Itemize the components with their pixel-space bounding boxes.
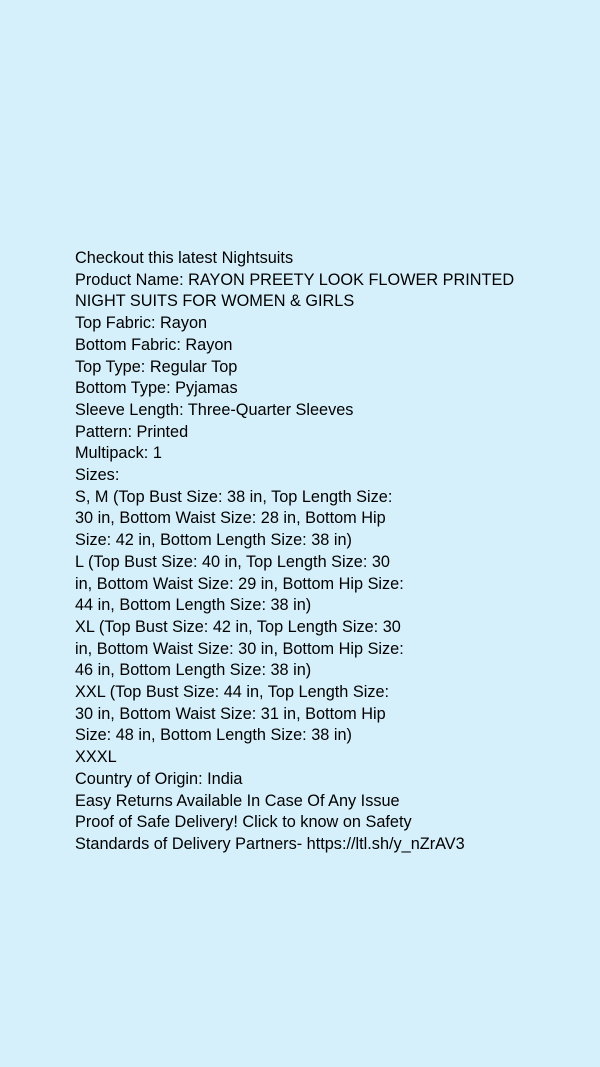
size-xl-line-2: in, Bottom Waist Size: 30 in, Bottom Hip Size: <box>75 639 404 658</box>
size-l-line-2: in, Bottom Waist Size: 29 in, Bottom Hip Size: <box>75 574 404 593</box>
size-xxl-line-2: 30 in, Bottom Waist Size: 31 in, Bottom Hip <box>75 704 386 723</box>
size-sm-line-1: S, M (Top Bust Size: 38 in, Top Length Size: <box>75 487 393 506</box>
top-type-line: Top Type: Regular Top <box>75 357 238 376</box>
easy-returns-line: Easy Returns Available In Case Of Any Issue <box>75 791 400 810</box>
country-of-origin-line: Country of Origin: India <box>75 769 243 788</box>
intro-line: Checkout this latest Nightsuits <box>75 249 294 267</box>
product-name-line: Product Name: RAYON PREETY LOOK FLOWER PRINTED <box>75 270 515 289</box>
size-xl-line-1: XL (Top Bust Size: 42 in, Top Length Size: 30 <box>75 617 401 636</box>
size-xxl-line-3: Size: 48 in, Bottom Length Size: 38 in) <box>75 726 352 745</box>
multipack-line: Multipack: 1 <box>75 444 162 463</box>
size-sm-line-2: 30 in, Bottom Waist Size: 28 in, Bottom Hip <box>75 509 386 528</box>
bottom-type-line: Bottom Type: Pyjamas <box>75 379 238 398</box>
size-xl-line-3: 46 in, Bottom Length Size: 38 in) <box>75 661 312 680</box>
size-xxxl-line: XXXL <box>75 748 117 767</box>
sizes-heading: Sizes: <box>75 466 120 485</box>
pattern-line: Pattern: Printed <box>75 422 189 441</box>
size-l-line-3: 44 in, Bottom Length Size: 38 in) <box>75 596 312 615</box>
product-description <box>75 248 555 856</box>
sleeve-length-line: Sleeve Length: Three-Quarter Sleeves <box>75 400 354 419</box>
top-fabric-line: Top Fabric: Rayon <box>75 314 208 333</box>
size-sm-line-3: Size: 42 in, Bottom Length Size: 38 in) <box>75 531 352 550</box>
bottom-fabric-line: Bottom Fabric: Rayon <box>75 335 233 354</box>
safe-delivery-line: Proof of Safe Delivery! Click to know on Safety <box>75 813 412 832</box>
size-l-line-1: L (Top Bust Size: 40 in, Top Length Size: 30 <box>75 552 390 571</box>
delivery-standards-link-line: Standards of Delivery Partners- https://ltl.sh/y_nZrAV3 <box>75 834 465 853</box>
size-xxl-line-1: XXL (Top Bust Size: 44 in, Top Length Size: <box>75 683 390 702</box>
product-name-line-continued: NIGHT SUITS FOR WOMEN & GIRLS <box>75 292 355 311</box>
